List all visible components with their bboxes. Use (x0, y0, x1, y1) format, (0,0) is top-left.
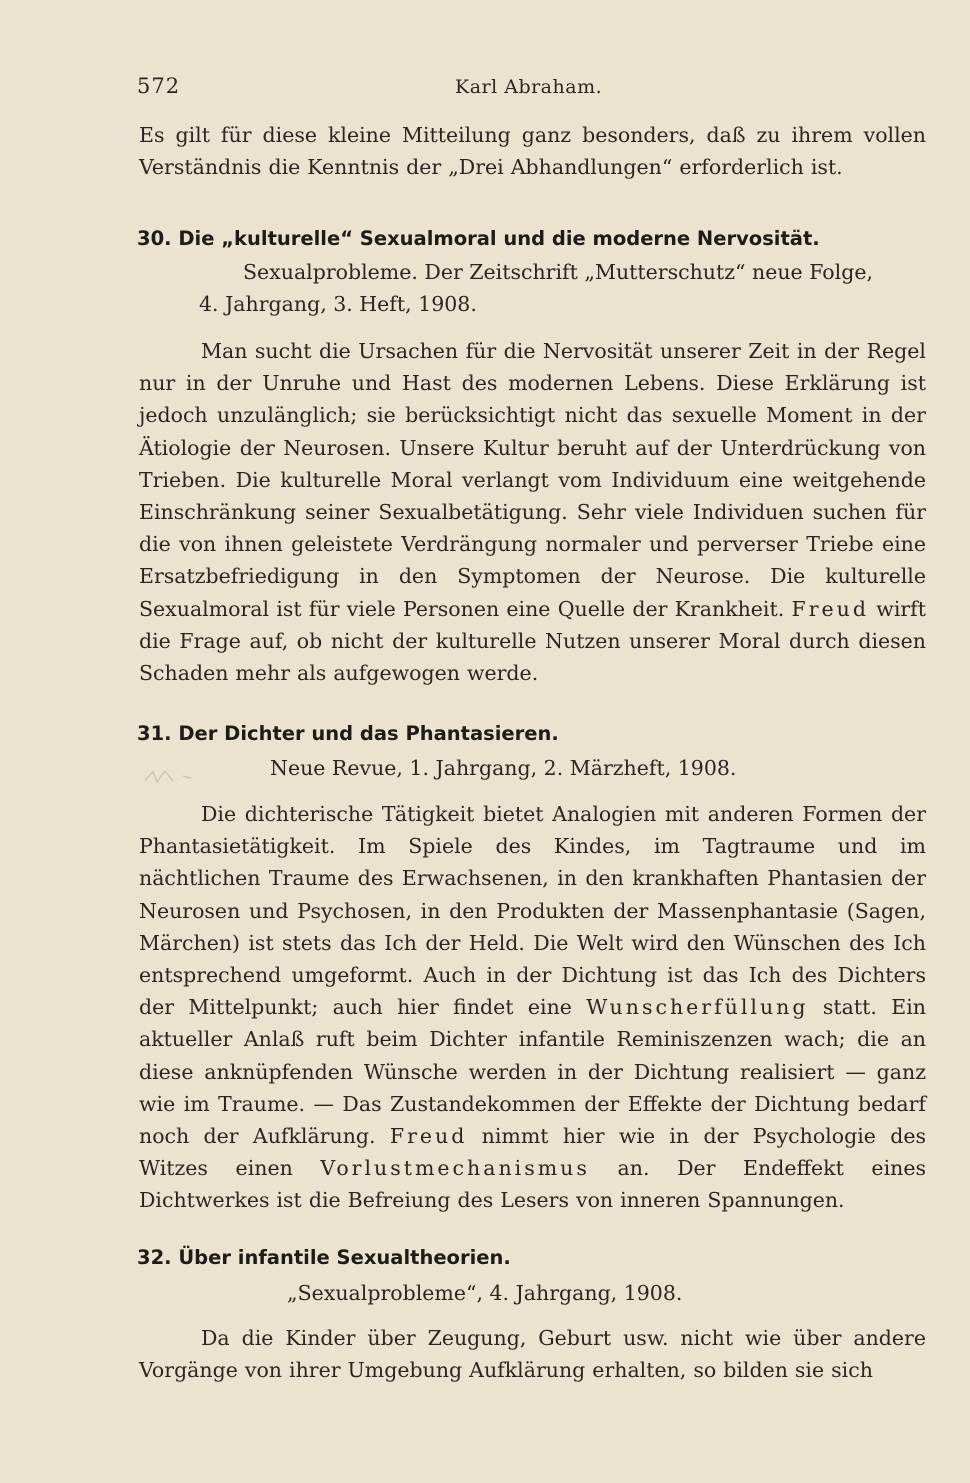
faint-stamp-mark (143, 766, 203, 786)
section-31-title: 31. Der Dichter und das Phantasieren. (137, 722, 559, 745)
section-31-body (139, 798, 926, 1217)
section-31-source-line: Neue Revue, 1. Jahrgang, 2. Märzheft, 1908. (270, 756, 737, 780)
section-31-author-reference: Freud (389, 1124, 468, 1149)
section-30-body-part-a: Man sucht die Ursachen für die Nervosität unserer Zeit in der Regel nur in der Unruhe und Hast des modernen Lebens. Diese Erklärung ist jedoch unzulänglich; sie berücksichtigt nicht das sexuelle Moment in der Ätiologie der Neurosen. Unsere Kultur beruht auf der Unterdrückung von Trieben. Die kulturelle Moral verlangt vom Individuum eine weitgehende Einschränkung seiner Sexualbetätigung. Sehr viele Individuen suchen für die von ihnen geleistete Verdrängung normaler und perverser Triebe eine Ersatzbefriedigung in den Symptomen der Neurose. Die kulturelle Sexualmoral ist für viele Personen eine Quelle der Krankheit. (139, 339, 926, 621)
section-30-body-part-b: wirft die Frage auf, ob nicht der kulturelle Nutzen unserer Moral durch diesen Schaden mehr als aufgewogen werde. (139, 596, 926, 686)
section-31-term-vorlustmechanismus: Vorlustmechanismus (320, 1156, 590, 1181)
running-head-author: Karl Abraham. (455, 76, 603, 98)
section-32-source-line: „Sexualprobleme“, 4. Jahrgang, 1908. (287, 1281, 683, 1305)
section-30-body (139, 335, 926, 689)
section-30-source-line-2: 4. Jahrgang, 3. Heft, 1908. (199, 292, 477, 316)
section-32-body: Da die Kinder über Zeugung, Geburt usw. nicht wie über andere Vorgänge von ihrer Umgebung Aufklärung erhalten, so bilden sie sich (139, 1326, 926, 1383)
page-number: 572 (137, 74, 181, 98)
section-30-title: 30. Die „kulturelle“ Sexualmoral und die moderne Nervosität. (137, 227, 820, 250)
intro-paragraph: Es gilt für diese kleine Mitteilung ganz besonders, daß zu ihrem vollen Verständnis die Kenntnis der „Drei Abhandlungen“ erforderlich ist. (139, 123, 926, 180)
section-32-title: 32. Über infantile Sexualtheorien. (137, 1246, 511, 1269)
section-30-author-reference: Freud (791, 596, 869, 621)
running-header (137, 74, 930, 104)
section-30-source-line-1: Sexualprobleme. Der Zeitschrift „Mutterschutz“ neue Folge, (243, 260, 873, 284)
section-31-body-part-b: statt. Ein aktueller Anlaß ruft beim Dichter infantile Reminiszenzen wach; die an diese anknüpfenden Wünsche werden in der Dichtung realisiert — ganz wie im Traume. — Das Zustandekommen der Effekte der Dichtung bedarf noch der Aufklärung. (139, 995, 926, 1149)
section-31-body-part-d: an. Der Endeffekt eines Dichtwerkes ist die Befreiung des Lesers von inneren Spannungen. (139, 1156, 926, 1213)
section-31-term-wunscherfuellung: Wunscherfüllung (586, 995, 809, 1020)
section-31-body-part-a: Die dichterische Tätigkeit bietet Analogien mit anderen Formen der Phantasietätigkeit. Im Spiele des Kindes, im Tagtraume und im nächtlichen Traume des Erwachsenen, in den krankhaften Phantasien der Neurosen und Psychosen, in den Produkten der Massenphantasie (Sagen, Märchen) ist stets das Ich der Held. Die Welt wird den Wünschen des Ich entsprechend umgeformt. Auch in der Dichtung ist das Ich des Dichters der Mittelpunkt; auch hier findet eine (139, 802, 926, 1020)
section-31-body-part-c: nimmt hier wie in der Psychologie des Witzes einen (139, 1124, 926, 1181)
